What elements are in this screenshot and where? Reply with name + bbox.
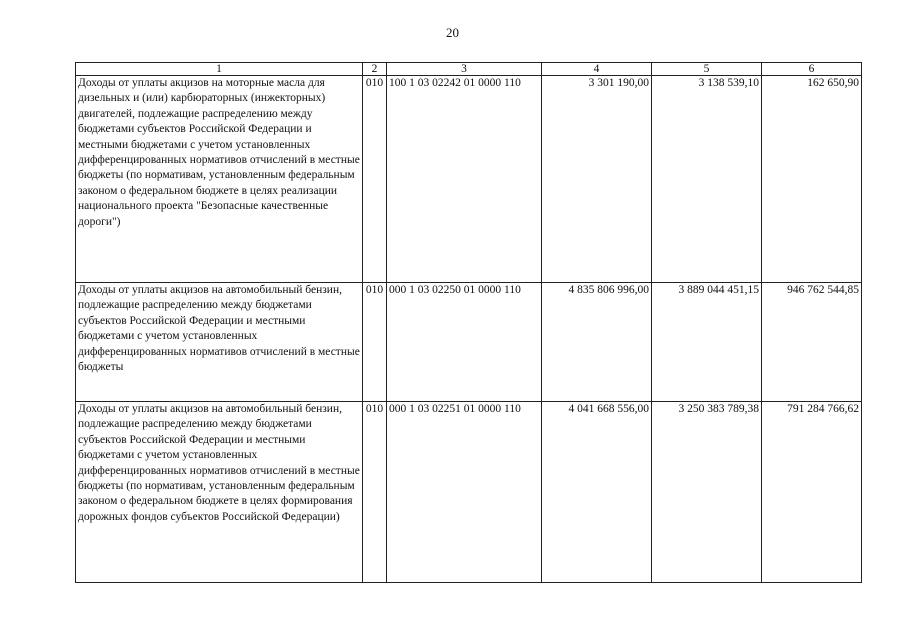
table-body	[76, 76, 862, 583]
budget-classification-code: 000 1 03 02250 01 0000 110	[387, 283, 542, 402]
amount-col-6: 791 284 766,62	[762, 402, 862, 583]
table-row	[76, 283, 862, 402]
header-col-3: 3	[387, 63, 542, 76]
admin-code: 010	[363, 402, 387, 583]
amount-col-4: 4 041 668 556,00	[542, 402, 652, 583]
budget-classification-code: 100 1 03 02242 01 0000 110	[387, 76, 542, 283]
header-row	[76, 63, 862, 76]
admin-code: 010	[363, 283, 387, 402]
budget-classification-code: 000 1 03 02251 01 0000 110	[387, 402, 542, 583]
revenue-description: Доходы от уплаты акцизов на моторные масла для дизельных и (или) карбюраторных (инжекторных) двигателей, подлежащие распределению между бюджетами субъектов Российской Федерации и местными бюджетами с учетом установленных дифференцированных нормативов отчислений в местные бюджеты (по нормативам, установленным федеральным законом о федеральном бюджете в целях реализации национального проекта "Безопасные качественные дороги")	[76, 76, 363, 283]
page-number: 20	[446, 25, 459, 40]
admin-code: 010	[363, 76, 387, 283]
header-col-2: 2	[363, 63, 387, 76]
revenue-description: Доходы от уплаты акцизов на автомобильный бензин, подлежащие распределению между бюджетами субъектов Российской Федерации и местными бюджетами с учетом установленных дифференцированных нормативов отчислений в местные бюджеты	[76, 283, 363, 402]
header-col-1: 1	[76, 63, 363, 76]
amount-col-5: 3 889 044 451,15	[652, 283, 762, 402]
amount-col-4: 4 835 806 996,00	[542, 283, 652, 402]
amount-col-5: 3 138 539,10	[652, 76, 762, 283]
amount-col-4: 3 301 190,00	[542, 76, 652, 283]
budget-table	[75, 62, 862, 583]
amount-col-6: 946 762 544,85	[762, 283, 862, 402]
header-col-4: 4	[542, 63, 652, 76]
table-header	[76, 63, 862, 76]
revenue-description: Доходы от уплаты акцизов на автомобильный бензин, подлежащие распределению между бюджетами субъектов Российской Федерации и местными бюджетами с учетом установленных дифференцированных нормативов отчислений в местные бюджеты (по нормативам, установленным федеральным законом о федеральном бюджете в целях формирования дорожных фондов субъектов Российской Федерации)	[76, 402, 363, 583]
amount-col-5: 3 250 383 789,38	[652, 402, 762, 583]
amount-col-6: 162 650,90	[762, 76, 862, 283]
table-row	[76, 76, 862, 283]
header-col-6: 6	[762, 63, 862, 76]
header-col-5: 5	[652, 63, 762, 76]
table-row	[76, 402, 862, 583]
